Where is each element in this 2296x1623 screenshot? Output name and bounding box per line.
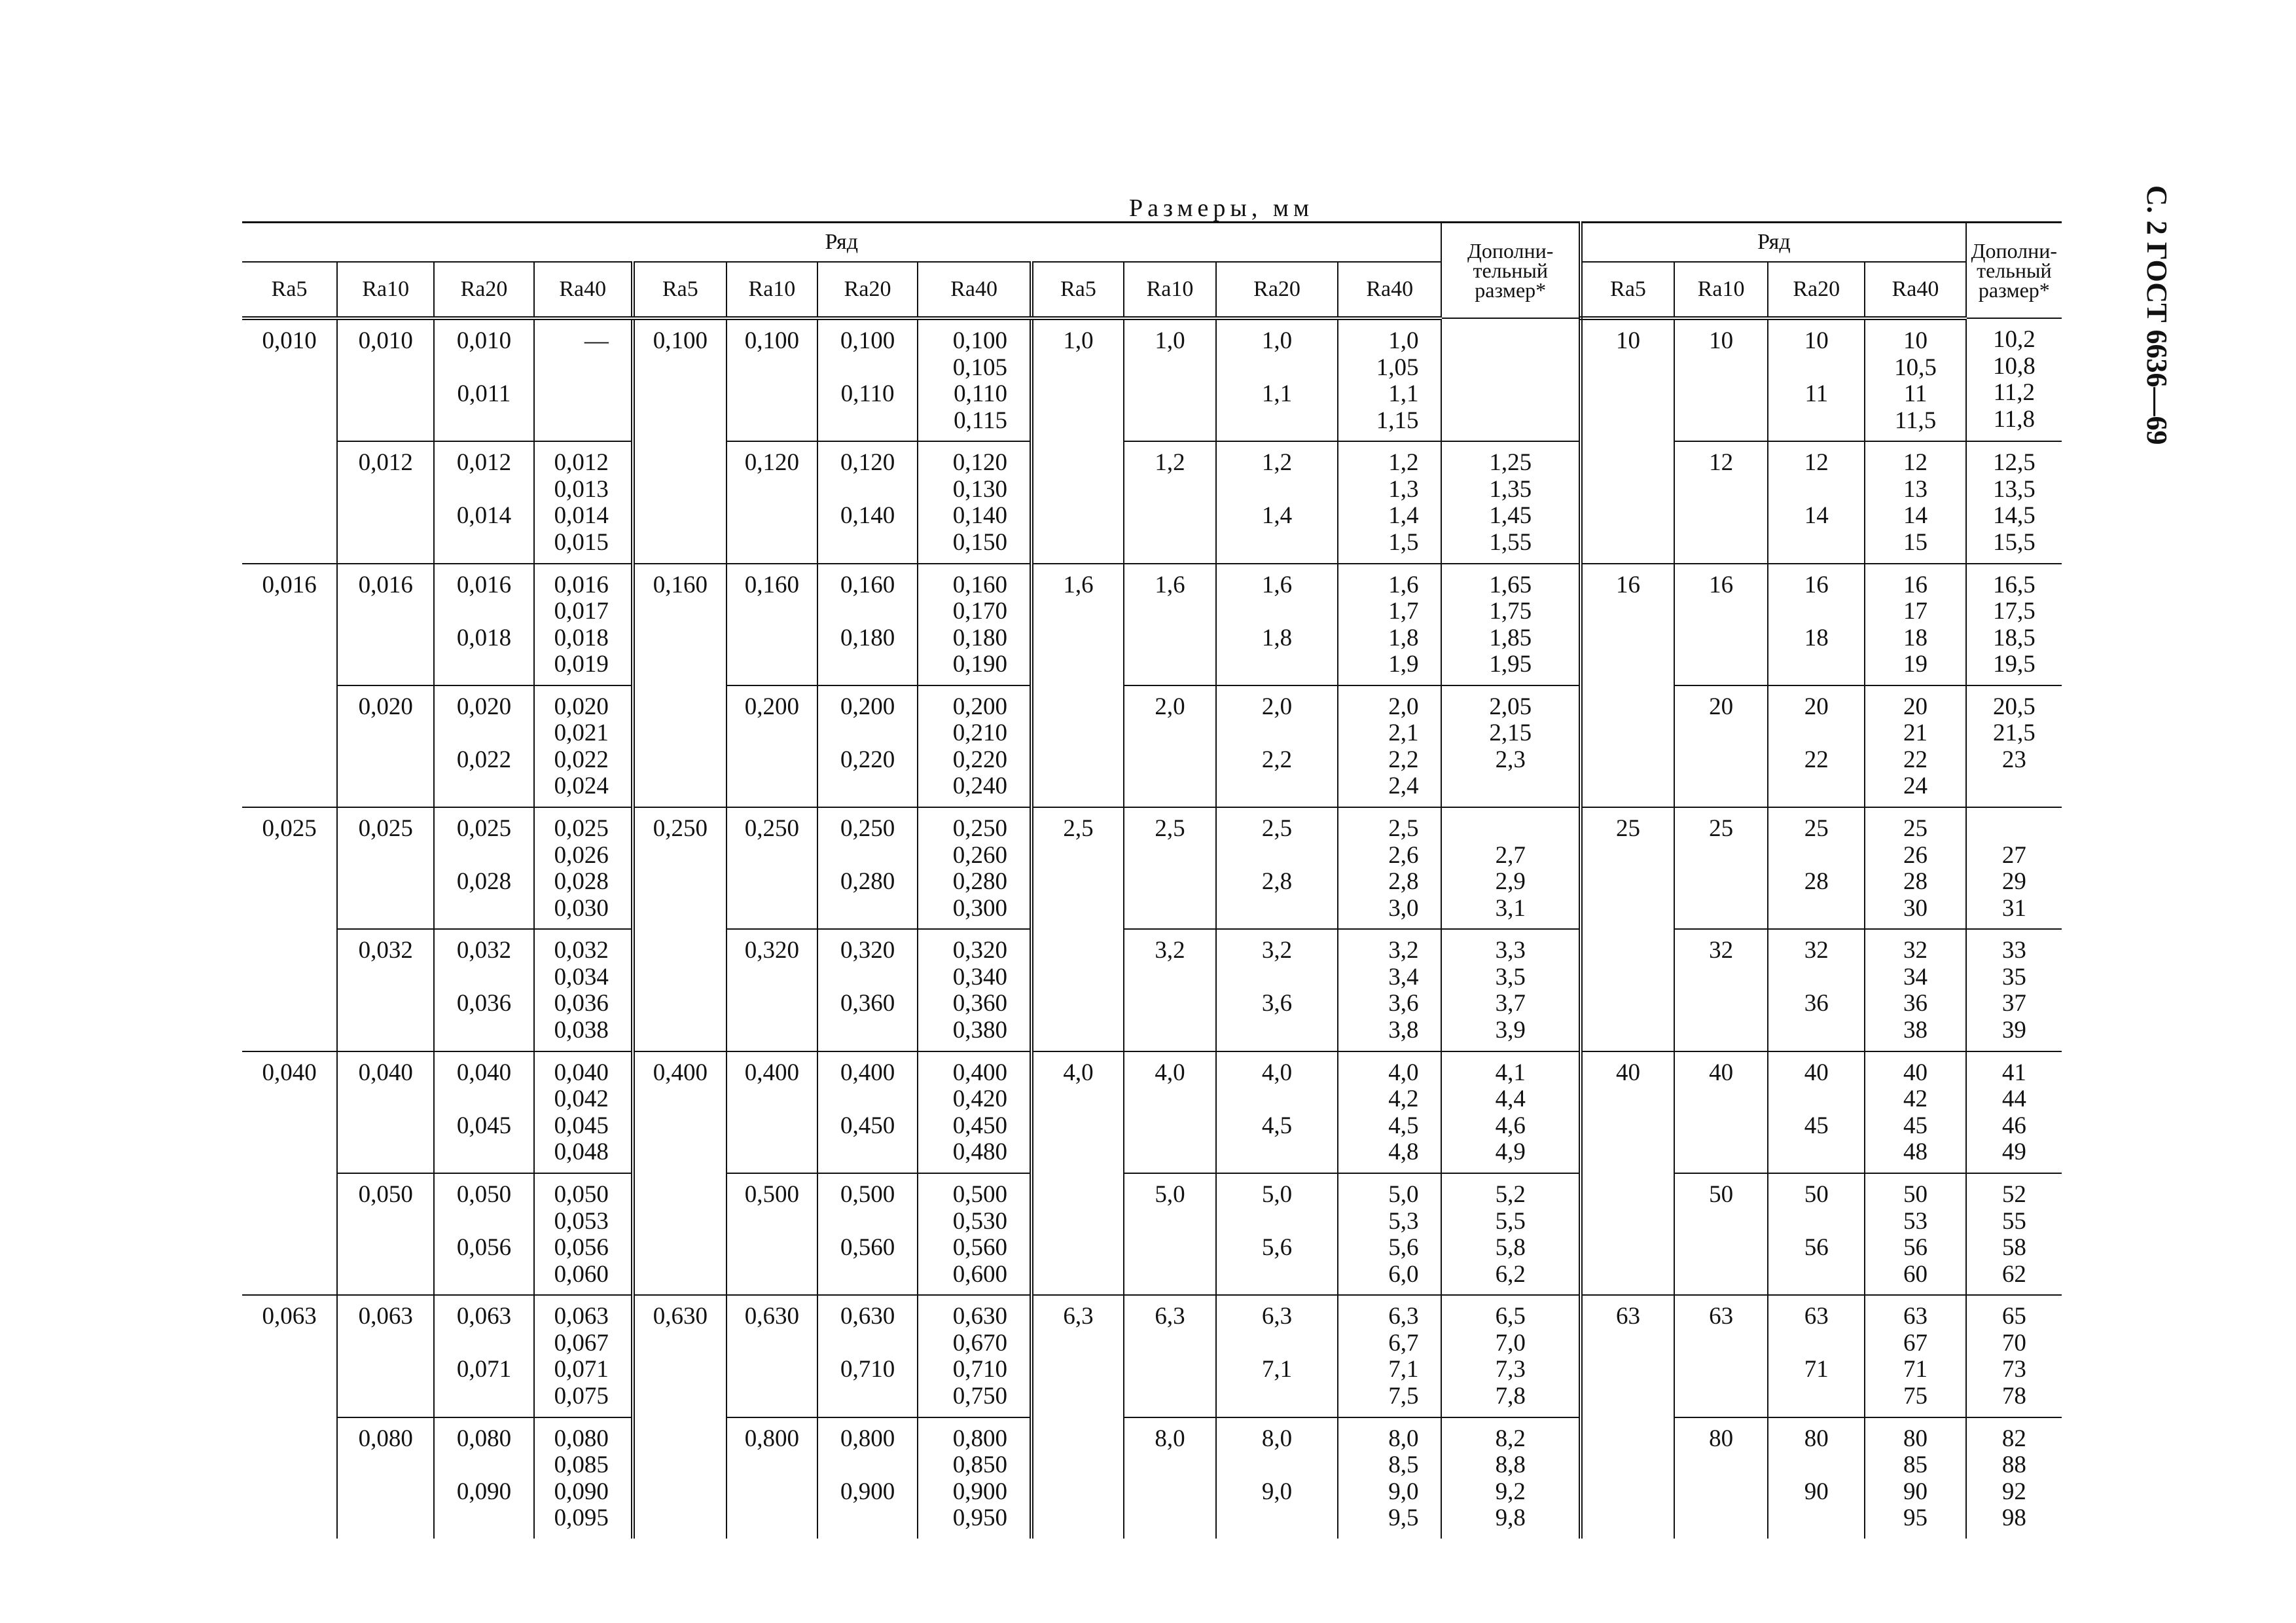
table-cell: 0,120	[726, 441, 817, 563]
table-cell: 1,25 1,35 1,45 1,55	[1441, 441, 1581, 563]
column-header: Ra40	[1865, 262, 1965, 318]
column-header: Ra40	[1338, 262, 1441, 318]
table-cell: 12 14	[1768, 441, 1865, 563]
table-cell: 4,0	[1031, 1051, 1124, 1296]
table-cell: 0,200 0,210 0,220 0,240	[918, 685, 1031, 807]
table-cell: 0,320	[726, 929, 817, 1051]
table-row	[242, 1417, 2062, 1539]
column-header: Ra5	[242, 262, 337, 318]
table-cell: 10 10,5 11 11,5	[1865, 318, 1965, 441]
table-cell: 2,5	[1031, 807, 1124, 1051]
table-cell: 63 67 71 75	[1865, 1295, 1965, 1417]
table-cell: 0,160 0,170 0,180 0,190	[918, 564, 1031, 685]
table-cell: 0,040 0,042 0,045 0,048	[534, 1051, 633, 1173]
table-cell: 3,2 3,6	[1216, 929, 1338, 1051]
table-cell: 5,0 5,6	[1216, 1173, 1338, 1295]
table-cell: 0,025 0,028	[434, 807, 533, 929]
column-header: Ra10	[726, 262, 817, 318]
table-row	[242, 318, 2062, 441]
table-cell: 0,250	[726, 807, 817, 929]
table-cell: 2,5 2,8	[1216, 807, 1338, 929]
table-cell: 40	[1581, 1051, 1674, 1296]
table-cell: 0,250 0,280	[817, 807, 918, 929]
table-cell: 0,160	[633, 564, 726, 808]
table-cell: 2,0 2,2	[1216, 685, 1338, 807]
table-cell: 0,400 0,450	[817, 1051, 918, 1173]
table-cell: 0,100	[726, 318, 817, 441]
table-cell: 6,3	[1031, 1295, 1124, 1539]
table-cell: 0,630 0,710	[817, 1295, 918, 1417]
table-cell: 1,6	[1031, 564, 1124, 808]
table-row	[242, 1295, 2062, 1417]
side-title: С. 2 ГОСТ 6636—69	[2141, 185, 2173, 445]
table-cell: 8,0 8,5 9,0 9,5	[1338, 1417, 1441, 1539]
table-cell: 0,800 0,900	[817, 1417, 918, 1539]
table-cell: 0,010 0,011	[434, 318, 533, 441]
table-cell: 0,160 0,180	[817, 564, 918, 685]
table-cell: 1,0	[1124, 318, 1216, 441]
table-cell: 0,100	[633, 318, 726, 564]
table-cell: 3,2 3,4 3,6 3,8	[1338, 929, 1441, 1051]
table-cell: 1,65 1,75 1,85 1,95	[1441, 564, 1581, 685]
table-cell: 0,120 0,130 0,140 0,150	[918, 441, 1031, 563]
table-cell: 63 71	[1768, 1295, 1865, 1417]
table-cell: 0,012	[337, 441, 434, 563]
table-cell: 0,025 0,026 0,028 0,030	[534, 807, 633, 929]
table-cell: 20 22	[1768, 685, 1865, 807]
table-cell: 0,100 0,105 0,110 0,115	[918, 318, 1031, 441]
table-cell: 0,320 0,360	[817, 929, 918, 1051]
table-cell: 4,0	[1124, 1051, 1216, 1173]
table-cell: 1,2 1,4	[1216, 441, 1338, 563]
table-header	[242, 223, 2062, 319]
table-cell: 2,7 2,9 3,1	[1441, 807, 1581, 929]
table-row	[242, 685, 2062, 807]
column-header: Ra5	[1581, 262, 1674, 318]
table-cell: 10 11	[1768, 318, 1865, 441]
table-cell: 0,400	[726, 1051, 817, 1173]
table-cell: 16 17 18 19	[1865, 564, 1965, 685]
table-row	[242, 1173, 2062, 1295]
table-cell: 4,0 4,2 4,5 4,8	[1338, 1051, 1441, 1173]
table-cell: 80 90	[1768, 1417, 1865, 1539]
table-cell: 25 26 28 30	[1865, 807, 1965, 929]
table-cell: 0,200 0,220	[817, 685, 918, 807]
table-cell: 2,0	[1124, 685, 1216, 807]
table-cell: 0,020 0,021 0,022 0,024	[534, 685, 633, 807]
table-cell: 0,032 0,036	[434, 929, 533, 1051]
table-cell: 25	[1674, 807, 1768, 929]
table-cell: 33 35 37 39	[1966, 929, 2062, 1051]
table-cell: 0,050	[337, 1173, 434, 1295]
table-cell: 5,0	[1124, 1173, 1216, 1295]
table-cell: 25 28	[1768, 807, 1865, 929]
page-title: Размеры, мм	[1129, 194, 1314, 222]
table-cell: 12	[1674, 441, 1768, 563]
table-cell: 0,800	[726, 1417, 817, 1539]
column-header: Ra5	[633, 262, 726, 318]
table-cell: 0,010	[262, 327, 317, 354]
table-row	[242, 929, 2062, 1051]
table-cell: 1,0 1,1	[1216, 318, 1338, 441]
table-cell: 1,6 1,8	[1216, 564, 1338, 685]
table-cell: 0,400	[633, 1051, 726, 1296]
group-header-row2: Ряд	[1581, 223, 1966, 263]
table-cell: 20	[1674, 685, 1768, 807]
table-cell: 12 13 14 15	[1865, 441, 1965, 563]
table-cell: 8,0 9,0	[1216, 1417, 1338, 1539]
table-cell: 1,2 1,3 1,4 1,5	[1338, 441, 1441, 563]
table-cell: 32	[1674, 929, 1768, 1051]
table-cell: 0,080 0,090	[434, 1417, 533, 1539]
table-cell: 80 85 90 95	[1865, 1417, 1965, 1539]
table-cell: 16	[1581, 564, 1674, 808]
table-cell: 20 21 22 24	[1865, 685, 1965, 807]
table-cell: —	[534, 318, 633, 441]
table-cell: 0,025	[337, 807, 434, 929]
table-cell: 5,0 5,3 5,6 6,0	[1338, 1173, 1441, 1295]
table-cell: 0,080	[337, 1417, 434, 1539]
table-cell: 63	[1581, 1295, 1674, 1539]
table-cell: 32 36	[1768, 929, 1865, 1051]
table-cell: 40	[1674, 1051, 1768, 1173]
table-cell: 6,3 7,1	[1216, 1295, 1338, 1417]
table-cell: 0,400 0,420 0,450 0,480	[918, 1051, 1031, 1173]
table-cell: 1,0 1,05 1,1 1,15	[1338, 318, 1441, 441]
table-cell: 0,063 0,071	[434, 1295, 533, 1417]
column-header: Ra20	[817, 262, 918, 318]
table-cell: 0,800 0,850 0,900 0,950	[918, 1417, 1031, 1539]
table-cell: 1,6 1,7 1,8 1,9	[1338, 564, 1441, 685]
table-cell: 65 70 73 78	[1966, 1295, 2062, 1417]
table-cell: 0,250 0,260 0,280 0,300	[918, 807, 1031, 929]
table-cell: 0,120 0,140	[817, 441, 918, 563]
table-cell: 50	[1674, 1173, 1768, 1295]
table-cell: 0,016	[337, 564, 434, 685]
table-cell: 25	[1581, 807, 1674, 1051]
table-cell: 0,012 0,014	[434, 441, 533, 563]
table-cell: 0,010	[337, 318, 434, 441]
table-row	[242, 564, 2062, 685]
table-cell: 0,040 0,045	[434, 1051, 533, 1173]
table-cell: 0,160	[726, 564, 817, 685]
table-cell	[1441, 318, 1581, 441]
table-cell: 8,0	[1124, 1417, 1216, 1539]
table-cell: 80	[1674, 1417, 1768, 1539]
table-cell: 0,040	[242, 1051, 337, 1296]
table-row	[242, 807, 2062, 929]
table-cell: 0,080 0,085 0,090 0,095	[534, 1417, 633, 1539]
table-cell: 2,5 2,6 2,8 3,0	[1338, 807, 1441, 929]
table-row	[242, 441, 2062, 563]
column-header: Ra20	[1768, 262, 1865, 318]
table-cell: 6,3	[1124, 1295, 1216, 1417]
table-cell: 50 56	[1768, 1173, 1865, 1295]
column-header: Ra20	[1216, 262, 1338, 318]
table-cell: 0,025	[242, 807, 337, 1051]
table-cell: 3,2	[1124, 929, 1216, 1051]
size-table	[242, 221, 2062, 1539]
table-cell: 0,500 0,560	[817, 1173, 918, 1295]
table-cell: 6,3 6,7 7,1 7,5	[1338, 1295, 1441, 1417]
table-cell: 1,2	[1124, 441, 1216, 563]
table-cell: 3,3 3,5 3,7 3,9	[1441, 929, 1581, 1051]
table-cell: 0,063	[242, 1295, 337, 1539]
table-cell: 0,320 0,340 0,360 0,380	[918, 929, 1031, 1051]
table-cell: 12,5 13,5 14,5 15,5	[1966, 441, 2062, 563]
table-cell: 1,6	[1124, 564, 1216, 685]
table-cell: 0,040	[337, 1051, 434, 1173]
additional-size-header-1: Дополни- тельный размер*	[1441, 223, 1581, 319]
table-cell: 41 44 46 49	[1966, 1051, 2062, 1173]
table-cell: 0,630	[633, 1295, 726, 1539]
table-cell: 0,500	[726, 1173, 817, 1295]
column-header: Ra20	[434, 262, 533, 318]
table-cell: 0,250	[633, 807, 726, 1051]
column-header: Ra40	[534, 262, 633, 318]
table-cell: 4,1 4,4 4,6 4,9	[1441, 1051, 1581, 1173]
table-cell: 0,050 0,053 0,056 0,060	[534, 1173, 633, 1295]
table-cell: 1,0	[1031, 318, 1124, 564]
group-header-row1: Ряд	[242, 223, 1441, 263]
table-cell: 8,2 8,8 9,2 9,8	[1441, 1417, 1581, 1539]
table-cell: 27 29 31	[1966, 807, 2062, 929]
column-header: Ra5	[1031, 262, 1124, 318]
table-cell: 10	[1674, 318, 1768, 441]
table-cell: 16,5 17,5 18,5 19,5	[1966, 564, 2062, 685]
table-cell: 0,050 0,056	[434, 1173, 533, 1295]
table-cell: 2,05 2,15 2,3	[1441, 685, 1581, 807]
column-header: Ra10	[337, 262, 434, 318]
table-cell: 0,032 0,034 0,036 0,038	[534, 929, 633, 1051]
table-cell: 16	[1674, 564, 1768, 685]
table-cell: 82 88 92 98	[1966, 1417, 2062, 1539]
additional-size-header-2: Дополни- тельный размер*	[1966, 223, 2062, 319]
table-cell: 0,500 0,530 0,560 0,600	[918, 1173, 1031, 1295]
table-cell: 0,020 0,022	[434, 685, 533, 807]
table-row	[242, 1051, 2062, 1173]
table-cell: 0,630 0,670 0,710 0,750	[918, 1295, 1031, 1417]
table-cell: 40 42 45 48	[1865, 1051, 1965, 1173]
table-cell: 10	[1581, 318, 1674, 564]
table-cell: 50 53 56 60	[1865, 1173, 1965, 1295]
table-cell: 0,063	[337, 1295, 434, 1417]
column-header: Ra10	[1674, 262, 1768, 318]
column-header: Ra10	[1124, 262, 1216, 318]
table-cell: 2,5	[1124, 807, 1216, 929]
column-header: Ra40	[918, 262, 1031, 318]
table-cell: 0,630	[726, 1295, 817, 1417]
table-cell: 0,016 0,017 0,018 0,019	[534, 564, 633, 685]
table-cell: 0,016	[242, 564, 337, 808]
table-cell: 20,5 21,5 23	[1966, 685, 2062, 807]
table-cell: 2,0 2,1 2,2 2,4	[1338, 685, 1441, 807]
table-cell: 0,100 0,110	[817, 318, 918, 441]
table-cell: 0,012 0,013 0,014 0,015	[534, 441, 633, 563]
table-cell: 0,063 0,067 0,071 0,075	[534, 1295, 633, 1417]
table-cell: 5,2 5,5 5,8 6,2	[1441, 1173, 1581, 1295]
table-cell: 52 55 58 62	[1966, 1173, 2062, 1295]
table-cell: 0,020	[337, 685, 434, 807]
table-cell: 63	[1674, 1295, 1768, 1417]
table-cell: 16 18	[1768, 564, 1865, 685]
table-cell: 40 45	[1768, 1051, 1865, 1173]
table-cell: 4,0 4,5	[1216, 1051, 1338, 1173]
table-cell: 6,5 7,0 7,3 7,8	[1441, 1295, 1581, 1417]
table-cell: 32 34 36 38	[1865, 929, 1965, 1051]
table-cell: 0,200	[726, 685, 817, 807]
table-cell: 10,2 10,8 11,2 11,8	[1966, 318, 2062, 441]
table-cell: 0,032	[337, 929, 434, 1051]
table-cell: 0,016 0,018	[434, 564, 533, 685]
